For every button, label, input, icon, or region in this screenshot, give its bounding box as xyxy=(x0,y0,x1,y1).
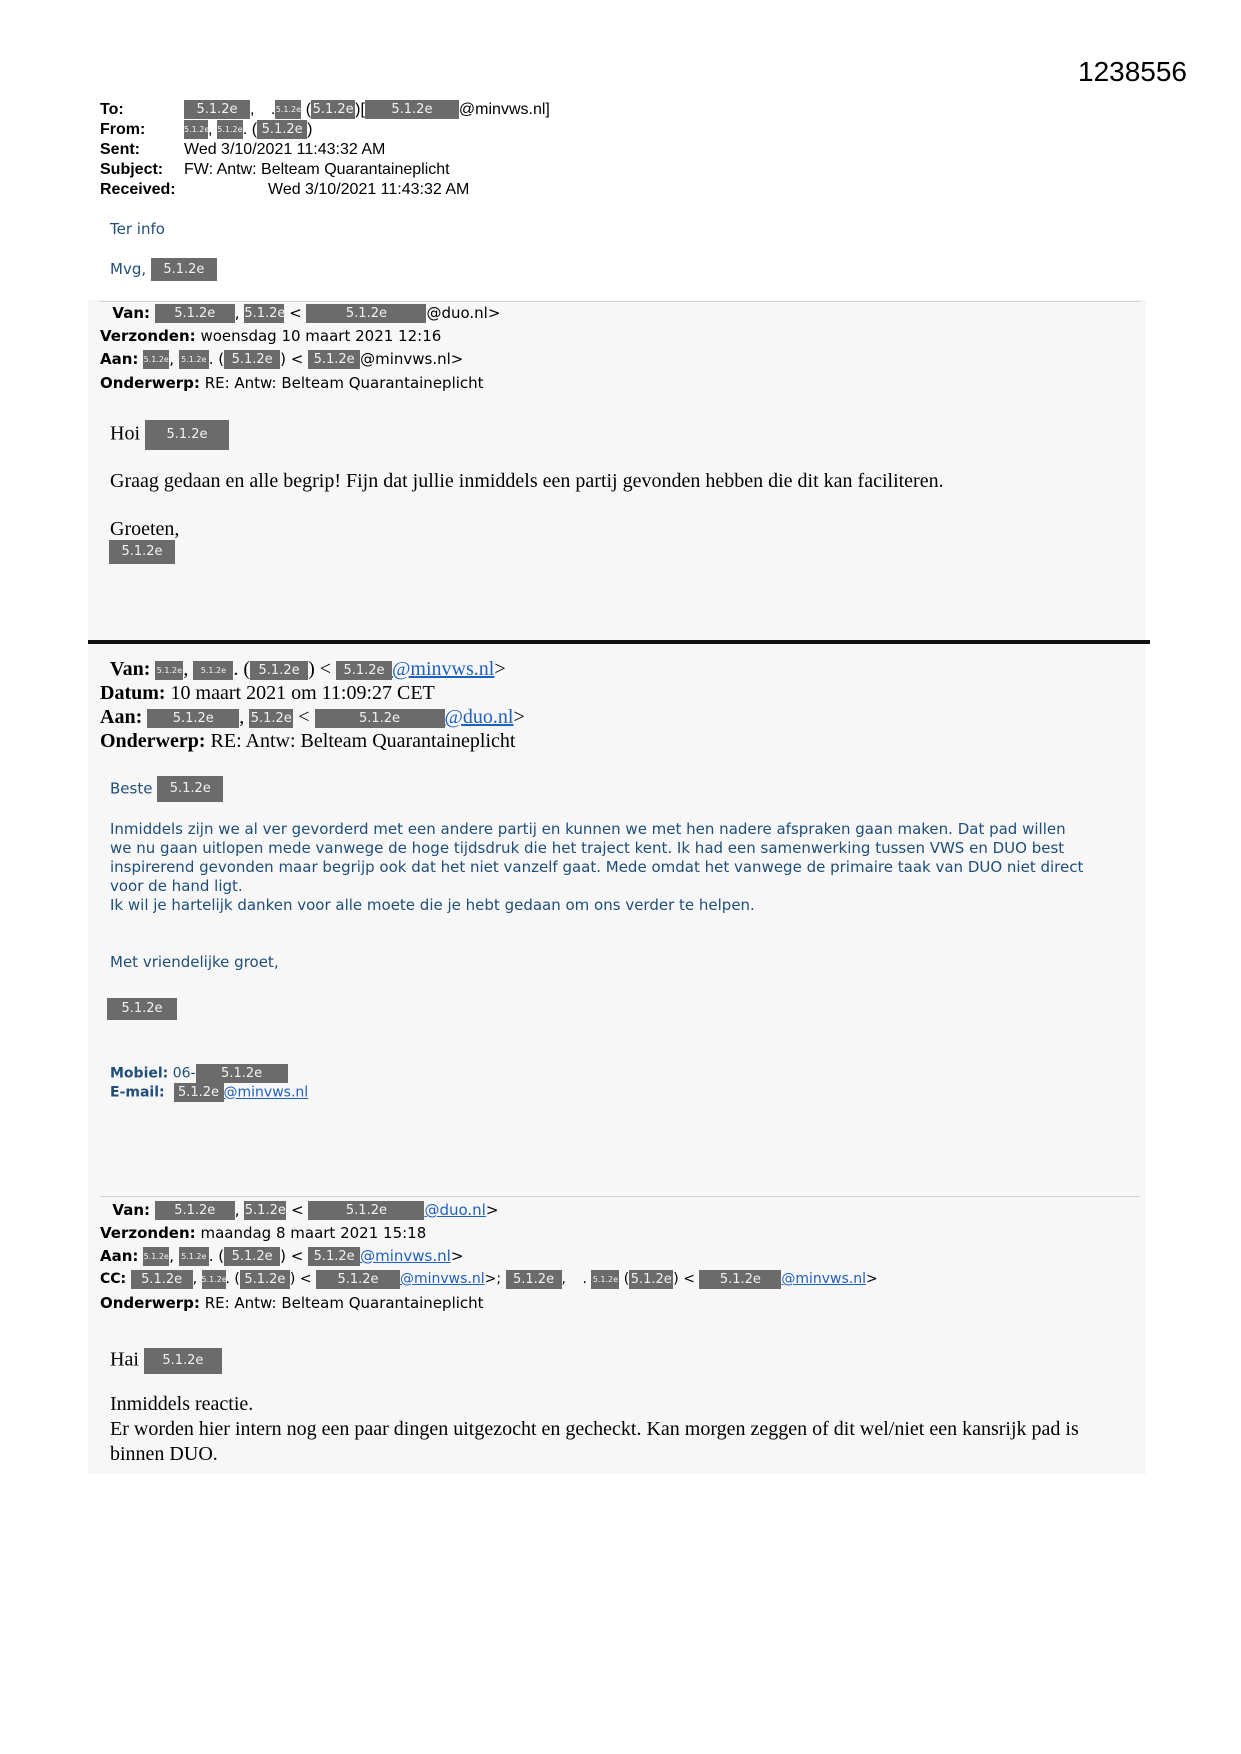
email2-closing: Met vriendelijke groet, xyxy=(110,953,279,971)
redaction-box: 5.1.2e xyxy=(336,661,392,680)
redaction-box: 5.1.2e xyxy=(109,540,175,564)
redaction-box: 5.1.2e xyxy=(257,120,307,139)
ter-info-text: Ter info xyxy=(110,220,165,238)
email2-body: Inmiddels zijn we al ver gevorderd met een andere partij en kunnen we met hen nadere afspraken gaan maken. Dat pad willen we nu gaan uitlopen mede vanwege de hoge tijdsdruk die het traject kent. Ik had een samenwerking tussen VWS en DUO best inspirerend gevonden maar begrijp ook dat het niet vanzelf gaat. Mede omdat het vanwege de primaire taak van DUO niet direct voor de hand ligt. Ik wil je hartelijk danken voor alle moete die je hebt gedaan om ons verder te helpen. xyxy=(110,820,1084,914)
redaction-box: 5.1.2e xyxy=(202,1270,226,1289)
from-label: From: xyxy=(100,121,146,138)
redaction-box: 5.1.2e xyxy=(143,1247,169,1266)
redaction-box: 5.1.2e xyxy=(312,102,354,118)
redaction-box: 5.1.2e xyxy=(143,350,169,369)
email1-signature xyxy=(109,540,175,564)
redaction-box: 5.1.2e xyxy=(244,1203,286,1218)
redaction-box: 5.1.2e xyxy=(144,1348,222,1374)
redaction-box: 5.1.2e xyxy=(107,998,177,1020)
redaction-box: 5.1.2e xyxy=(179,350,209,369)
email1-verzonden: Verzonden: woensdag 10 maart 2021 12:16 xyxy=(100,327,442,345)
redaction-box: 5.1.2e xyxy=(506,1270,562,1289)
to-domain: @minvws.nl] xyxy=(458,101,550,118)
redaction-box: 5.1.2e xyxy=(591,1270,619,1289)
email3-verzonden: Verzonden: maandag 8 maart 2021 15:18 xyxy=(100,1224,427,1242)
redaction-box: 5.1.2e xyxy=(244,306,286,321)
email3-aan: Aan: 5.1.2e, 5.1.2e . ( 5.1.2e ) < 5.1.2e @minvws.nl> xyxy=(100,1247,464,1265)
email1-onderwerp: Onderwerp: RE: Antw: Belteam Quarantaineplicht xyxy=(100,374,484,392)
redaction-box: 5.1.2e xyxy=(275,100,301,119)
redaction-box: 5.1.2e xyxy=(184,100,250,119)
redaction-box: 5.1.2e xyxy=(250,661,308,680)
email3-body: Inmiddels reactie. Er worden hier intern nog een paar dingen uitgezocht en gecheckt. Kan morgen zeggen of dit wel/niet een kansrijk pad is binnen DUO. xyxy=(110,1393,1079,1465)
email2-contact: Mobiel: 06- 5.1.2e E-mail: 5.1.2e @minvws.nl xyxy=(110,1065,309,1101)
redaction-box: 5.1.2e xyxy=(174,1083,224,1102)
email1-body: Graag gedaan en alle begrip! Fijn dat jullie inmiddels een partij gevonden hebben die dit kan faciliteren. xyxy=(110,470,944,492)
email2-email-domain[interactable]: @minvws.nl xyxy=(223,1084,309,1101)
redaction-box: 5.1.2e xyxy=(224,350,280,369)
subject-value: FW: Antw: Belteam Quarantaineplicht xyxy=(184,161,450,178)
email2-aan-domain[interactable]: @duo.nl xyxy=(444,706,514,728)
email3-greeting: Hai 5.1.2e xyxy=(110,1348,222,1374)
email1-aan: Aan: 5.1.2e, 5.1.2e . ( 5.1.2e ) < 5.1.2e @minvws.nl> xyxy=(100,350,464,368)
redaction-box: 5.1.2e xyxy=(155,661,183,680)
to-label: To: xyxy=(100,101,124,118)
redaction-box: 5.1.2e xyxy=(157,776,223,802)
redaction-box: 5.1.2e xyxy=(699,1270,781,1289)
redaction-box: 5.1.2e xyxy=(145,420,229,450)
redaction-box: 5.1.2e xyxy=(147,709,239,728)
document-id: 1238556 xyxy=(1078,56,1188,87)
redaction-box: 5.1.2e xyxy=(306,304,426,323)
divider xyxy=(100,1196,1140,1197)
redaction-box: 5.1.2e xyxy=(193,661,233,680)
email3-onderwerp: Onderwerp: RE: Antw: Belteam Quarantaineplicht xyxy=(100,1294,484,1312)
email2-signature xyxy=(107,998,177,1020)
received-value: Wed 3/10/2021 11:43:32 AM xyxy=(268,181,470,198)
subject-label: Subject: xyxy=(100,161,164,178)
redaction-box: 5.1.2e xyxy=(151,258,217,281)
redaction-box: 5.1.2e xyxy=(316,1270,400,1289)
redaction-box: 5.1.2e xyxy=(250,710,292,726)
redaction-box: 5.1.2e xyxy=(224,1247,280,1266)
redaction-box: 5.1.2e xyxy=(308,1201,424,1220)
redaction-box: 5.1.2e xyxy=(630,1271,672,1287)
redaction-box: 5.1.2e xyxy=(155,1201,235,1220)
redaction-box: 5.1.2e xyxy=(155,304,235,323)
email3-cc: CC: 5.1.2e , 5.1.2e. ( 5.1.2e ) < 5.1.2e @minvws.nl>; 5.1.2e , . 5.1.2e (5.1.2e) < 5.1.2e @minvws.nl> xyxy=(100,1271,878,1287)
redaction-box: 5.1.2e xyxy=(315,709,445,728)
email1-closing: Groeten, xyxy=(110,518,180,540)
redaction-box: 5.1.2e xyxy=(217,120,243,139)
redaction-box: 5.1.2e xyxy=(196,1064,288,1083)
email1-greeting: Hoi 5.1.2e xyxy=(110,420,229,450)
email2-van-domain[interactable]: @minvws.nl xyxy=(392,658,495,680)
received-label: Received: xyxy=(100,181,176,198)
email1-van: Van: 5.1.2e , 5.1.2e < 5.1.2e @duo.nl> xyxy=(112,304,501,322)
email3-van: Van: 5.1.2e , 5.1.2e < 5.1.2e @duo.nl> xyxy=(112,1201,499,1219)
redaction-box: 5.1.2e xyxy=(131,1270,193,1289)
sent-label: Sent: xyxy=(100,141,140,158)
redaction-box: 5.1.2e xyxy=(308,1247,360,1266)
redaction-box: 5.1.2e xyxy=(308,350,360,369)
email2-greeting: Beste 5.1.2e xyxy=(110,776,223,802)
redaction-box: 5.1.2e xyxy=(179,1247,209,1266)
sent-value: Wed 3/10/2021 11:43:32 AM xyxy=(184,141,386,158)
mvg-line: Mvg, 5.1.2e xyxy=(110,258,217,281)
email2-panel xyxy=(88,644,1146,1474)
redaction-box: 5.1.2e xyxy=(365,100,459,119)
redaction-box: 5.1.2e xyxy=(184,120,208,139)
redaction-box: 5.1.2e xyxy=(240,1270,290,1289)
